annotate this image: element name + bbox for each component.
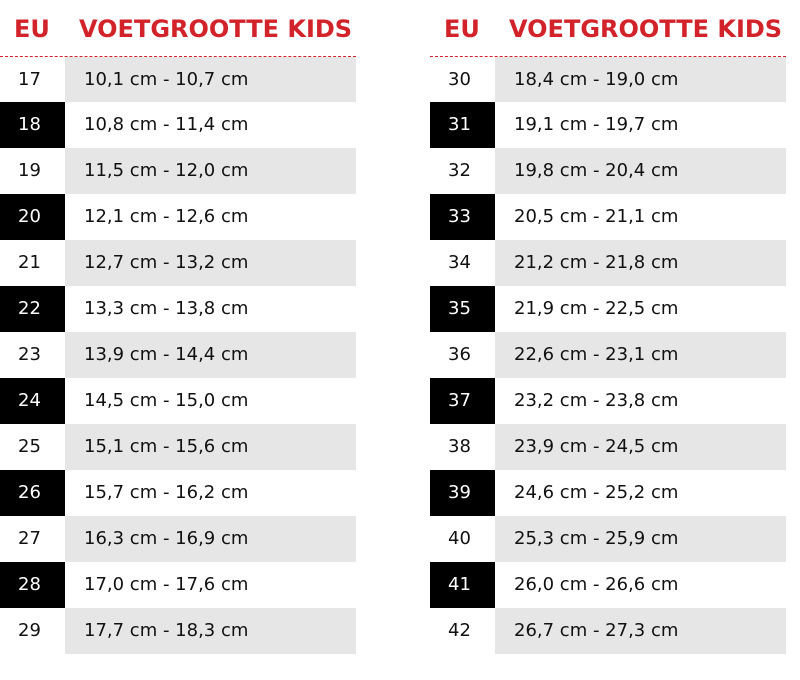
eu-size-value: 36 (448, 344, 471, 365)
eu-size-value: 29 (18, 620, 41, 641)
table-row (430, 516, 786, 562)
foot-length-cell: 22,6 cm - 23,1 cm (495, 332, 786, 378)
eu-size-value: 31 (448, 114, 471, 135)
eu-size-cell (430, 378, 495, 424)
eu-size-cell (430, 470, 495, 516)
eu-size-value: 26 (18, 482, 41, 503)
eu-size-cell (0, 286, 65, 332)
table-row (430, 378, 786, 424)
foot-length-cell: 13,3 cm - 13,8 cm (84, 298, 249, 319)
eu-size-value: 22 (18, 298, 41, 319)
eu-size-cell (0, 148, 65, 194)
table-row (430, 194, 786, 240)
eu-size-value: 17 (18, 69, 41, 90)
table-row (430, 102, 786, 148)
table-row (0, 608, 356, 654)
foot-size-column-header: VOETGROOTTE KIDS (79, 15, 353, 43)
table-row (0, 516, 356, 562)
table-row (0, 240, 356, 286)
foot-length-cell: 12,1 cm - 12,6 cm (84, 206, 249, 227)
eu-size-cell (0, 608, 65, 654)
eu-column-header: EU (14, 15, 50, 43)
eu-size-value: 33 (448, 206, 471, 227)
table-row (0, 194, 356, 240)
table-row (430, 608, 786, 654)
foot-length-cell: 13,9 cm - 14,4 cm (65, 332, 356, 378)
table-row (0, 102, 356, 148)
eu-size-cell (0, 332, 65, 378)
eu-size-value: 37 (448, 390, 471, 411)
eu-size-value: 19 (18, 160, 41, 181)
table-row (430, 57, 786, 102)
eu-size-cell (0, 57, 65, 102)
eu-size-cell (430, 240, 495, 286)
table-row (0, 332, 356, 378)
eu-size-cell (430, 332, 495, 378)
eu-size-value: 23 (18, 344, 41, 365)
eu-size-cell (430, 608, 495, 654)
eu-size-cell (0, 470, 65, 516)
table-body (0, 57, 356, 654)
table-row (430, 424, 786, 470)
foot-length-cell: 21,2 cm - 21,8 cm (495, 240, 786, 286)
foot-size-column-header: VOETGROOTTE KIDS (509, 15, 783, 43)
eu-size-value: 34 (448, 252, 471, 273)
eu-size-value: 38 (448, 436, 471, 457)
foot-length-cell: 26,7 cm - 27,3 cm (495, 608, 786, 654)
table-row (0, 148, 356, 194)
foot-length-cell: 10,8 cm - 11,4 cm (84, 114, 249, 135)
foot-length-cell: 25,3 cm - 25,9 cm (495, 516, 786, 562)
foot-length-cell: 11,5 cm - 12,0 cm (65, 148, 356, 194)
eu-size-cell (430, 102, 495, 148)
eu-size-cell (0, 240, 65, 286)
eu-size-value: 32 (448, 160, 471, 181)
table-row (0, 470, 356, 516)
foot-length-cell: 15,1 cm - 15,6 cm (65, 424, 356, 470)
table-row (0, 562, 356, 608)
eu-size-cell (430, 562, 495, 608)
eu-size-value: 27 (18, 528, 41, 549)
table-header (430, 0, 786, 57)
foot-length-cell: 20,5 cm - 21,1 cm (514, 206, 679, 227)
foot-length-cell: 17,7 cm - 18,3 cm (65, 608, 356, 654)
eu-size-value: 28 (18, 574, 41, 595)
foot-length-cell: 19,1 cm - 19,7 cm (514, 114, 679, 135)
eu-size-cell (430, 148, 495, 194)
eu-size-value: 18 (18, 114, 41, 135)
foot-length-cell: 26,0 cm - 26,6 cm (514, 574, 679, 595)
table-row (0, 378, 356, 424)
foot-length-cell: 14,5 cm - 15,0 cm (84, 390, 249, 411)
eu-size-value: 40 (448, 528, 471, 549)
eu-size-value: 25 (18, 436, 41, 457)
table-row (0, 286, 356, 332)
table-row (430, 470, 786, 516)
eu-size-value: 30 (448, 69, 471, 90)
foot-length-cell: 17,0 cm - 17,6 cm (84, 574, 249, 595)
eu-size-value: 35 (448, 298, 471, 319)
table-row (430, 148, 786, 194)
eu-column-header: EU (444, 15, 480, 43)
eu-size-cell (0, 424, 65, 470)
eu-size-value: 24 (18, 390, 41, 411)
foot-length-cell: 23,9 cm - 24,5 cm (495, 424, 786, 470)
table-header (0, 0, 356, 57)
eu-size-value: 21 (18, 252, 41, 273)
size-table-left (0, 0, 356, 654)
eu-size-value: 39 (448, 482, 471, 503)
eu-size-cell (430, 516, 495, 562)
table-row (0, 424, 356, 470)
foot-length-cell: 23,2 cm - 23,8 cm (514, 390, 679, 411)
table-row (430, 286, 786, 332)
foot-length-cell: 19,8 cm - 20,4 cm (495, 148, 786, 194)
size-table-right (430, 0, 786, 654)
table-body (430, 57, 786, 654)
table-row (430, 332, 786, 378)
foot-length-cell: 21,9 cm - 22,5 cm (514, 298, 679, 319)
eu-size-cell (0, 102, 65, 148)
foot-length-cell: 18,4 cm - 19,0 cm (495, 57, 786, 102)
table-row (430, 562, 786, 608)
foot-length-cell: 10,1 cm - 10,7 cm (65, 57, 356, 102)
foot-length-cell: 16,3 cm - 16,9 cm (65, 516, 356, 562)
eu-size-cell (0, 378, 65, 424)
eu-size-value: 41 (448, 574, 471, 595)
foot-length-cell: 15,7 cm - 16,2 cm (84, 482, 249, 503)
foot-length-cell: 12,7 cm - 13,2 cm (65, 240, 356, 286)
eu-size-value: 42 (448, 620, 471, 641)
eu-size-cell (0, 194, 65, 240)
eu-size-cell (430, 424, 495, 470)
eu-size-cell (430, 57, 495, 102)
eu-size-cell (430, 286, 495, 332)
eu-size-value: 20 (18, 206, 41, 227)
foot-length-cell: 24,6 cm - 25,2 cm (514, 482, 679, 503)
table-row (0, 57, 356, 102)
eu-size-cell (0, 562, 65, 608)
eu-size-cell (430, 194, 495, 240)
table-row (430, 240, 786, 286)
eu-size-cell (0, 516, 65, 562)
